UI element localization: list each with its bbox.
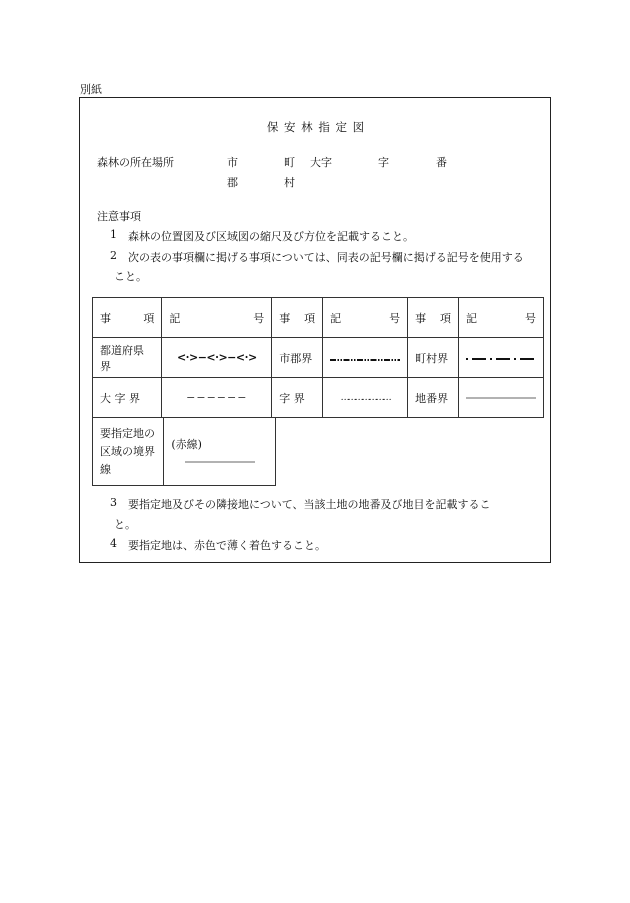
header-item-char1: 事 [100,311,111,325]
town-village-boundary-symbol [458,338,543,378]
header-item-char2: 項 [304,311,316,325]
note-3-text-cont: と。 [114,518,136,531]
header-symbol-char2: 号 [525,311,536,325]
designated-item-line1: 要指定地の [100,426,155,440]
header-symbol-char2: 号 [253,311,265,325]
header-item-char2: 項 [143,311,155,325]
city-county-boundary-symbol [323,338,408,378]
prefecture-boundary-symbol-text: <·>−<·>−<·> [176,351,257,364]
header-symbol-char1: 記 [465,311,477,325]
header-item-char1: 事 [279,311,291,325]
header-item-char1: 事 [415,311,427,325]
aza-boundary-symbol-text: ………………… [340,392,390,403]
legend-table-extra [92,417,276,486]
oaza-boundary-label: 大 字 界 [100,391,140,405]
designated-item-line2: 区域の境界 [100,444,155,458]
note-1-number: 1 [110,228,117,241]
header-symbol-char2: 号 [389,311,401,325]
header-item-char2: 項 [439,311,451,325]
legend-table [92,297,544,418]
note-4-text: 要指定地は、赤色で薄く着色すること。 [128,539,326,552]
legend-header-row [93,298,544,338]
location-label: 森林の所在場所 [97,156,174,169]
header-symbol-char1: 記 [169,311,181,325]
red-line-icon [185,456,255,468]
location-aza: 字 [378,156,389,169]
page-title: 保 安 林 指 定 図 [266,120,366,134]
location-village: 村 [284,176,295,189]
lot-number-boundary-symbol [458,378,543,418]
note-2-text-cont: こと。 [114,270,147,283]
attachment-label: 別紙 [80,83,102,96]
oaza-boundary-symbol-text: −−−−−− [186,391,248,404]
oaza-boundary-symbol [162,378,272,418]
note-2-text: 次の表の事項欄に掲げる事項については、同表の記号欄に掲げる記号を使用する [128,251,524,264]
document-frame [79,97,551,563]
legend-item: 地番界 [408,378,459,418]
designated-symbol-note: (赤線) [171,437,202,451]
location-town: 町 [284,156,295,169]
note-3-text: 要指定地及びその隣接地について、当該土地の地番及び地目を記載するこ [128,498,491,511]
location-oaza: 大字 [310,156,332,169]
note-3-number: 3 [110,496,117,509]
legend-item [93,378,162,418]
prefecture-boundary-symbol [162,338,272,378]
note-2-number: 2 [110,249,117,262]
legend-item: 市郡界 [272,338,323,378]
legend-row [93,338,544,378]
location-county: 郡 [227,176,238,189]
notes-heading: 注意事項 [97,210,141,223]
legend-row-designated [93,418,276,486]
designated-area-boundary-symbol [164,418,276,486]
aza-boundary-symbol [323,378,408,418]
location-city: 市 [227,156,238,169]
note-1-text: 森林の位置図及び区域図の縮尺及び方位を記載すること。 [128,230,414,243]
legend-item: 町村界 [408,338,459,378]
legend-item: 字 界 [272,378,323,418]
designated-area-item [93,418,164,486]
legend-item: 都道府県界 [93,338,162,378]
designated-item-line3: 線 [100,462,111,476]
legend-row [93,378,544,418]
header-symbol-char1: 記 [330,311,342,325]
location-ban: 番 [436,156,447,169]
note-4-number: 4 [110,537,117,550]
